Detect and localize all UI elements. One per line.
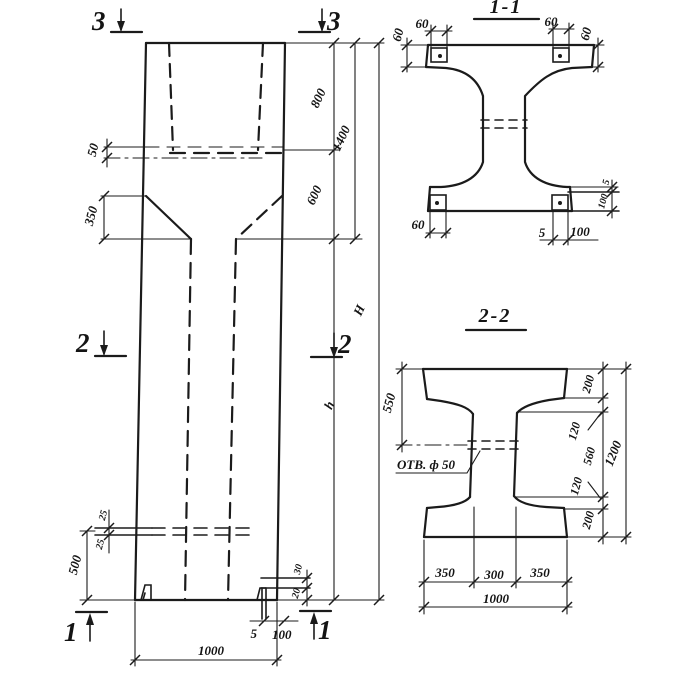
dim-haunch-height: 350 [80, 204, 101, 228]
dim-column-width: 1000 [198, 643, 224, 658]
dim-bottom-width: 100 [570, 224, 590, 239]
dim-socket-offset: 50 [83, 141, 102, 159]
dim-embed-to-base: 500 [64, 553, 85, 577]
section-1-1-dimension-labels [389, 14, 613, 240]
dim-bottom-total: 1000 [483, 591, 509, 606]
section-marker-label: 3 [92, 6, 106, 36]
section-2-2-outline [396, 369, 567, 537]
dim-flange-left: 60 [388, 26, 407, 44]
dim-flange-right: 60 [576, 25, 595, 43]
section-2-2-dimension-labels [379, 373, 625, 606]
dim-top-plate-left: 60 [415, 16, 429, 31]
section-2-2 [379, 305, 631, 614]
section-marker-2-left [75, 328, 126, 358]
section-2-2-title: 2-2 [478, 305, 512, 327]
section-marker-label: 1 [318, 615, 332, 645]
dim-foot-plate-width: 100 [272, 627, 292, 642]
dim-top-flange: 200 [579, 373, 598, 395]
dim-foot-plate-lower: 20 [289, 587, 304, 600]
dim-total-height: 1200 [601, 438, 625, 469]
section-marker-1-right [300, 611, 332, 645]
section-marker-label: 3 [327, 6, 341, 36]
section-marker-1-left [64, 612, 107, 647]
section-1-1 [389, 0, 619, 245]
dim-shaft-height: h [320, 398, 338, 412]
dim-top-to-hole: 800 [307, 86, 329, 111]
dim-bottom-middle: 300 [484, 567, 504, 582]
dim-bottom-gap: 5 [538, 225, 546, 240]
dim-bottom-left: 350 [435, 565, 455, 580]
dim-bottom-right: 350 [530, 565, 550, 580]
dim-foot-plate-upper: 30 [291, 563, 306, 576]
elevation-dimension-labels [65, 86, 368, 658]
dim-embed-lower: 25 [93, 538, 108, 551]
section-1-1-outline [426, 45, 594, 211]
dim-bottom-plate: 60 [411, 217, 425, 232]
hole-label: ОТВ. ф 50 [397, 457, 456, 472]
dim-bottom-taper: 120 [567, 475, 586, 497]
section-1-1-title: 1-1 [489, 0, 523, 18]
section-marker-3-left [91, 6, 142, 36]
section-marker-label: 2 [338, 329, 352, 359]
dim-upper-total: 1400 [328, 123, 354, 154]
dim-top-taper: 120 [565, 420, 584, 442]
dim-side-gap: 5 [600, 178, 613, 187]
dim-side-height: 100 [596, 192, 611, 211]
section-2-2-hole-label-group [396, 451, 480, 473]
dim-embed-upper: 25 [96, 509, 111, 522]
section-marker-label: 1 [64, 617, 78, 647]
dim-total-height: H [349, 302, 368, 318]
dim-foot-plate-thickness: 5 [250, 626, 257, 641]
dim-hole-to-haunch: 600 [303, 183, 325, 208]
section-marker-3-right [299, 6, 341, 36]
dim-top-plate-right: 60 [544, 14, 558, 29]
dim-web: 560 [580, 445, 599, 467]
dim-bottom-flange: 200 [579, 509, 598, 531]
section-marker-2-right [311, 329, 352, 359]
section-marker-label: 2 [76, 328, 90, 358]
column-elevation-outline [135, 43, 285, 600]
dim-half-height: 550 [378, 391, 399, 415]
